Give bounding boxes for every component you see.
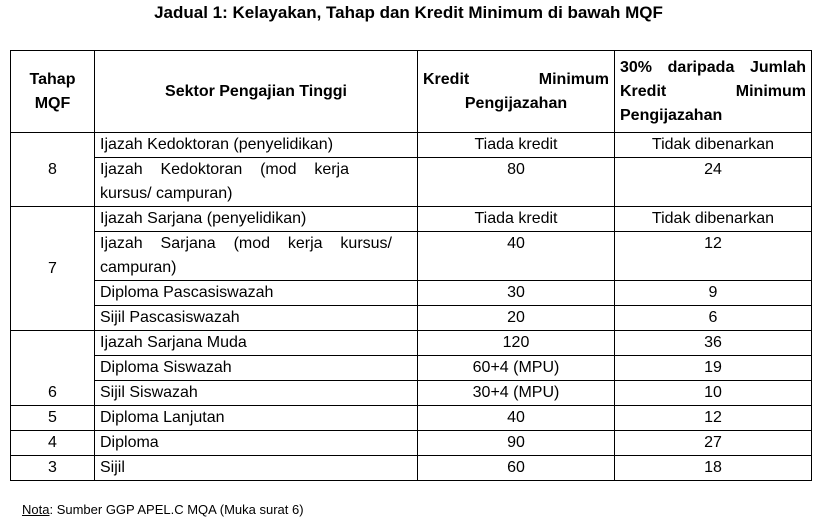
peratus-cell: 19 (615, 356, 812, 381)
tahap-cell: 6 (11, 331, 95, 406)
kredit-cell: 60 (418, 456, 615, 481)
program-cell: Sijil Pascasiswazah (95, 306, 418, 331)
table-title: Jadual 1: Kelayakan, Tahap dan Kredit Minimum di bawah MQF (154, 3, 663, 22)
kredit-cell: Tiada kredit (418, 207, 615, 232)
tahap-cell: 8 (11, 133, 95, 207)
header-tahap (11, 51, 95, 133)
header-tahap-line2: MQF (34, 94, 71, 112)
program-cell: Ijazah Sarjana Muda (95, 331, 418, 356)
note-text: : Sumber GGP APEL.C MQA (Muka surat 6) (49, 502, 304, 517)
peratus-cell: 18 (615, 456, 812, 481)
table-row (11, 431, 812, 456)
program-text: Ijazah Kedoktoran (mod kerja kursus/ campuran) (100, 161, 349, 202)
kredit-cell: 30 (418, 281, 615, 306)
tahap-cell: 7 (11, 207, 95, 331)
peratus-cell: 9 (615, 281, 812, 306)
kredit-cell: 20 (418, 306, 615, 331)
table-row (11, 406, 812, 431)
kredit-cell: 40 (418, 406, 615, 431)
peratus-cell: 27 (615, 431, 812, 456)
tahap-cell: 5 (11, 406, 95, 431)
kredit-cell: 80 (418, 158, 615, 207)
program-cell: Diploma Lanjutan (95, 406, 418, 431)
kredit-cell: 40 (418, 232, 615, 281)
peratus-cell: 10 (615, 381, 812, 406)
source-note (22, 502, 304, 518)
header-peratus-line1: 30% daripada Jumlah (620, 58, 806, 76)
note-label: Nota (22, 502, 50, 517)
header-kredit (418, 51, 615, 133)
program-cell: Diploma Siswazah (95, 356, 418, 381)
header-kredit-line1: Kredit Minimum (423, 70, 609, 88)
peratus-cell: 24 (615, 158, 812, 207)
program-cell: Sijil (95, 456, 418, 481)
program-cell: Diploma Pascasiswazah (95, 281, 418, 306)
peratus-cell: Tidak dibenarkan (615, 207, 812, 232)
header-peratus (615, 51, 812, 133)
peratus-cell: Tidak dibenarkan (615, 133, 812, 158)
kredit-cell: Tiada kredit (418, 133, 615, 158)
table-row (11, 232, 812, 281)
table-row (11, 306, 812, 331)
tahap-cell: 4 (11, 431, 95, 456)
peratus-cell: 6 (615, 306, 812, 331)
table-row (11, 133, 812, 158)
peratus-cell: 12 (615, 232, 812, 281)
table-row (11, 331, 812, 356)
header-kredit-line2: Pengijazahan (464, 94, 568, 112)
header-peratus-line3: Pengijazahan (620, 106, 723, 124)
table-row (11, 158, 812, 207)
kredit-cell: 30+4 (MPU) (418, 381, 615, 406)
header-peratus-line2: Kredit Minimum (620, 82, 806, 100)
header-tahap-line1: Tahap (29, 70, 76, 88)
peratus-cell: 36 (615, 331, 812, 356)
kredit-cell: 120 (418, 331, 615, 356)
header-row (11, 51, 812, 133)
kredit-cell: 90 (418, 431, 615, 456)
mqf-table (10, 50, 812, 481)
program-cell: Ijazah Kedoktoran (penyelidikan) (95, 133, 418, 158)
table-row (11, 381, 812, 406)
peratus-cell: 12 (615, 406, 812, 431)
kredit-cell: 60+4 (MPU) (418, 356, 615, 381)
table-row (11, 281, 812, 306)
program-cell: Ijazah Sarjana (mod kerja kursus/ campuran) (95, 232, 418, 281)
program-cell: Ijazah Sarjana (penyelidikan) (95, 207, 418, 232)
program-cell (95, 158, 418, 207)
table-row (11, 207, 812, 232)
tahap-cell: 3 (11, 456, 95, 481)
header-sektor: Sektor Pengajian Tinggi (95, 51, 418, 133)
program-cell: Diploma (95, 431, 418, 456)
table-row (11, 356, 812, 381)
program-cell: Sijil Siswazah (95, 381, 418, 406)
table-row (11, 456, 812, 481)
